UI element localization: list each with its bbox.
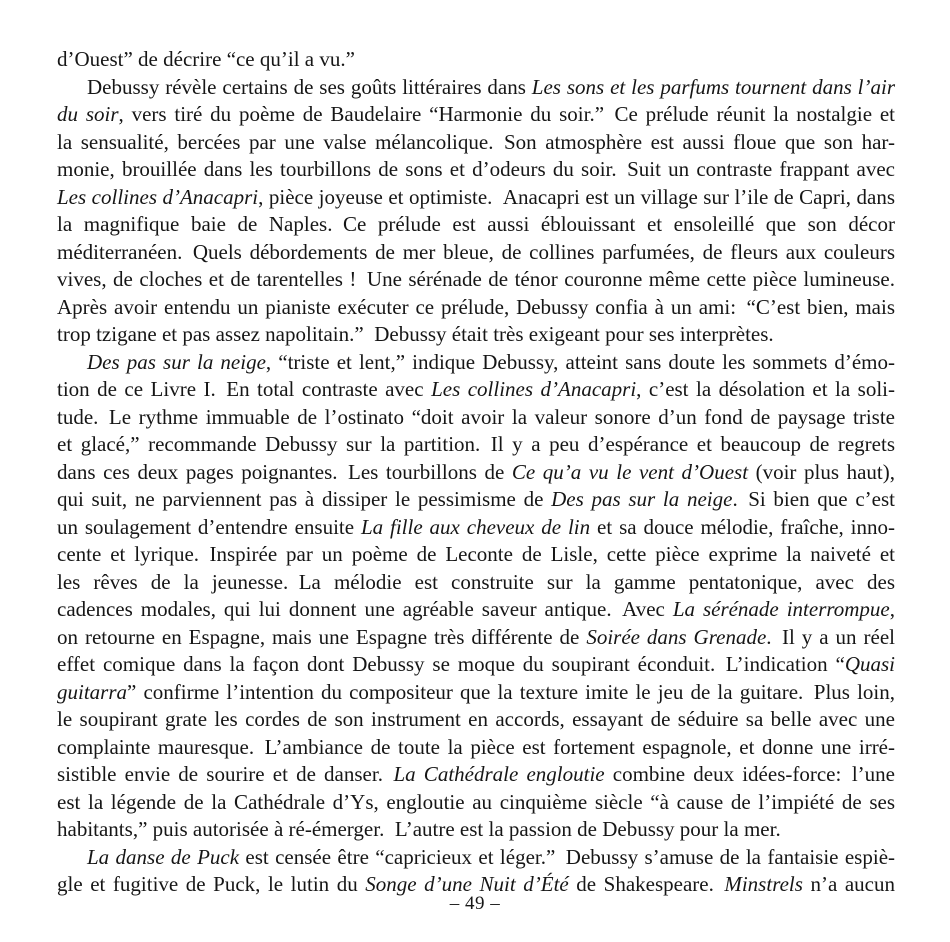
italic-run: Des pas sur la neige [87,349,266,374]
italic-run: La fille aux cheveux de lin [360,514,591,539]
text-run: habitants,” puis autorisée à ré-émerger. L’autre est la passion de Debussy pour la mer. [57,817,781,841]
text-line [57,239,895,267]
text-line [57,184,895,212]
text-run: tude. Le rythme immuable de l’ostinato “doit avoir la valeur sonore d’un fond de paysage triste [57,404,895,429]
text-run: . Si bien que c’est [732,487,895,511]
text-line [57,294,895,322]
text-run: trop tzigane et pas assez napolitain.” Debussy était très exigeant pour ses interprètes. [57,322,774,346]
text-run: . Il y a un réel [766,624,895,649]
text-line [57,486,895,514]
text-run: , vers tiré du poème de Baudelaire “Harmonie du soir.” Ce prélude réunit la nostalgie et [118,102,895,126]
italic-run: Quasi [844,652,895,676]
text-run: le soupirant grate les cordes de son instrument en accords, essayant de séduire sa belle avec une [57,707,895,731]
text-run: Après avoir entendu un pianiste exécuter ce prélude, Debussy confia à un ami: “C’est bien, mais [57,294,895,319]
text-line [57,376,895,404]
text-block [57,46,895,899]
text-line [57,706,895,734]
text-run: sistible envie de sourire et de danser. [57,762,394,786]
text-line [57,404,895,432]
italic-run: La Cathédrale engloutie [393,762,605,786]
text-run: gle et fugitive de Puck, le lutin du [57,872,366,896]
text-run: (voir plus haut), [748,459,895,484]
text-line [57,679,895,707]
italic-run: Minstrels [724,872,803,896]
text-run: la sensualité, bercées par une valse mélancolique. Son atmosphère est aussi floue que son har- [57,129,895,154]
text-run: d’Ouest” de décrire “ce qu’il a vu.” [57,47,355,71]
text-run: est censée être “capricieux et léger.” Debussy s’amuse de la fantaisie espiè- [239,844,896,869]
text-run: , pièce joyeuse et optimiste. Anacapri est un village sur l’ile de Capri, dans [258,184,895,209]
italic-run: guitarra [57,679,128,704]
text-run: Debussy révèle certains de ses goûts littéraires dans [87,74,532,99]
italic-run: Les collines d’Anacapri [57,184,259,209]
text-line [57,761,895,789]
italic-run: Les sons et les parfums tournent dans l’air [531,74,895,99]
text-run: effet comique dans la façon dont Debussy se moque du soupirant éconduit. L’indication “ [57,652,845,676]
text-line [57,74,895,102]
text-line [57,321,895,349]
text-run: combine deux idées-force: l’une [604,762,895,786]
text-run: est la légende de la Cathédrale d’Ys, engloutie au cinquième siècle “à cause de l’impiété de ses [57,789,895,814]
text-line [57,624,895,652]
text-line [57,541,895,569]
italic-run: Songe d’une Nuit d’Été [365,872,569,896]
text-run: monie, brouillée dans les tourbillons de sons et d’odeurs du soir. Suit un contraste frappant avec [57,157,895,181]
text-run: la magnifique baie de Naples. Ce prélude est aussi éblouissant et ensoleillé que son décor [57,212,895,236]
italic-run: La danse de Puck [87,844,240,869]
text-run: cadences modales, qui lui donnent une agréable saveur antique. Avec [57,597,673,621]
text-line [57,459,895,487]
italic-run: Soirée dans Grenade [586,624,767,649]
text-run: n’a aucun [802,872,895,896]
text-run: , “triste et lent,” indique Debussy, atteint sans doute les sommets d’émo- [265,349,896,374]
text-line [57,349,895,377]
text-line [57,46,895,74]
text-line [57,844,895,872]
text-line [57,514,895,542]
italic-run: Les collines d’Anacapri [431,377,637,401]
text-run: tion de ce Livre I. En total contraste avec [57,377,432,401]
text-run: vives, de cloches et de tarentelles ! Une sérénade de ténor couronne même cette pièce lumineuse. [57,267,895,291]
text-line [57,266,895,294]
italic-run: du soir [57,102,119,126]
text-run: on retourne en Espagne, mais une Espagne très différente de [57,624,587,649]
text-line [57,129,895,157]
italic-run: Des pas sur la neige [551,487,733,511]
text-line [57,431,895,459]
text-line [57,789,895,817]
text-run: méditerranéen. Quels débordements de mer bleue, de collines parfumées, de fleurs aux couleurs [57,239,895,264]
text-run: de Shakespeare. [568,872,725,896]
italic-run: Ce qu’a vu le vent d’Ouest [511,459,749,484]
text-run: un soulagement d’entendre ensuite [57,514,361,539]
text-line [57,816,895,844]
text-line [57,211,895,239]
text-run: dans ces deux pages poignantes. Les tourbillons de [57,459,512,484]
text-line [57,734,895,762]
text-run: et sa douce mélodie, fraîche, inno- [590,514,895,539]
text-run: cente et lyrique. Inspirée par un poème de Leconte de Lisle, cette pièce exprime la naiveté et [57,542,895,566]
page-number: – 49 – [449,893,501,914]
text-run: les rêves de la jeunesse. La mélodie est construite sur la gamme pentatonique, avec des [57,569,895,594]
text-run: , c’est la désolation et la soli- [636,377,896,401]
text-run: ” confirme l’intention du compositeur que la texture imite le jeu de la guitare. Plus loin, [127,679,895,704]
text-run: , [889,597,895,621]
text-run: qui suit, ne parviennent pas à dissiper le pessimisme de [57,487,552,511]
text-run: complainte mauresque. L’ambiance de toute la pièce est fortement espagnole, et donne une irré- [57,734,895,759]
text-line [57,101,895,129]
text-line [57,596,895,624]
text-line [57,156,895,184]
text-line [57,569,895,597]
italic-run: La sérénade interrompue [672,597,890,621]
text-run: et glacé,” recommande Debussy sur la partition. Il y a peu d’espérance et beaucoup de regrets [57,432,895,456]
text-line [57,651,895,679]
